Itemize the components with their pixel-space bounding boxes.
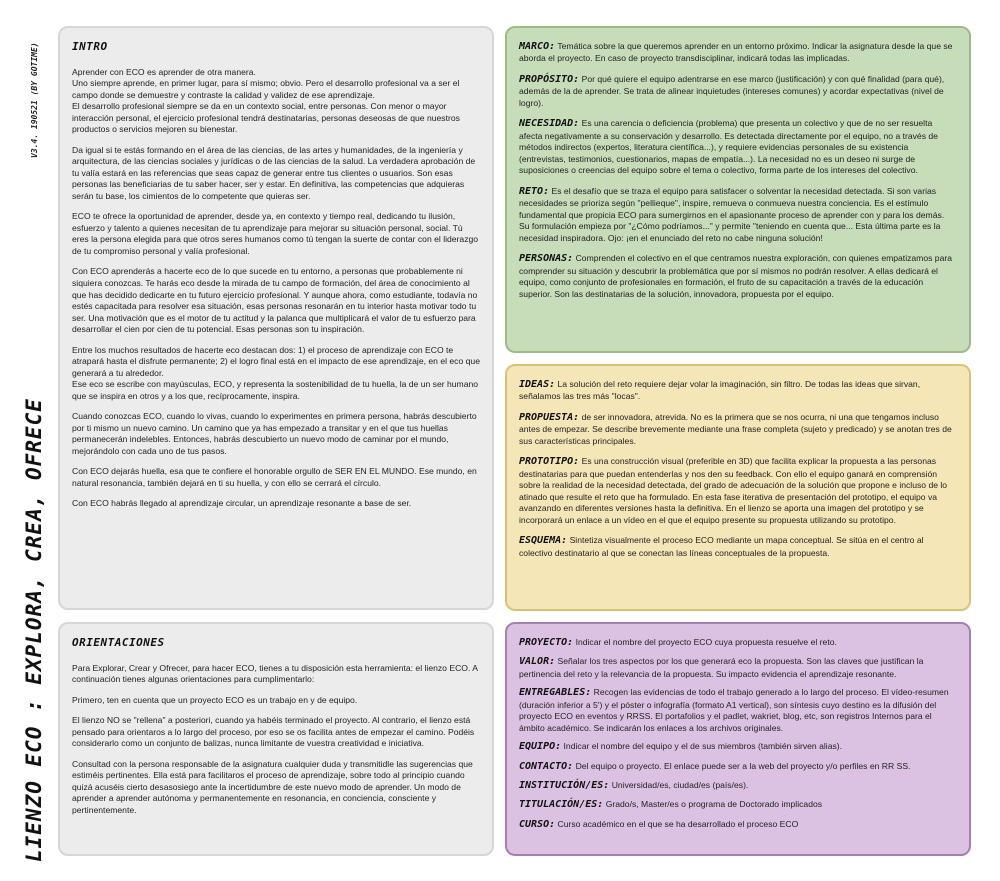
entry-label: PROYECTO:	[519, 637, 574, 648]
entry-label: ENTREGABLES:	[519, 687, 592, 699]
entry-text: La solución del reto requiere dejar volar la imaginación, sin filtro. De todas las ideas que sirvan, señalamos las tres más "locas".	[519, 379, 921, 402]
paragraph: ECO te ofrece la oportunidad de aprender, desde ya, en contexto y tiempo real, dedicando tu ilusión, esfuerzo y talento a quienes necesitan de tu aprendizaje para mejorar su situación personal, social. Tú eres la persona elegida para que otros seres humanos como tú tengan la suerte de contar con el liderazgo de tu compromiso personal y valía profesional.	[72, 211, 479, 256]
entry-text: Es una carencia o deficiencia (problema) que presenta un colectivo y que de no ser resuelta afecta negativamente a su conservación y desarrollo. Es detectada directamente por el equipo, no a través de métodos indirectos (expertos, literatura científica...), y requiere evidencias personales de su existencia (entrevistas, testimonios, cuestionarios, mapas de empatía...). La necesidad no es un deseo ni surge de suposiciones o creencias del equipo sobre el tema o colectivo, forma parte de los intereses del colectivo.	[519, 118, 938, 176]
paragraph: Primero, ten en cuenta que un proyecto ECO es un trabajo en y de equipo.	[72, 694, 358, 705]
paragraph: Aprender con ECO es aprender de otra manera. Uno siempre aprende, en primer lugar, para sí mismo; obvio. Pero el desarrollo profesional va a ser el campo donde se demuestre y contraste la calidad y validez de ese aprendizaje. El desarrollo profesional siempre se da en un contexto social, entre personas. Con menor o mayor interacción personal, el ejercicio profesional tendrá destinatarias, personas deseosas de que nuestros productos o servicios mejoren su bienestar.	[72, 66, 460, 135]
orientaciones-body	[72, 663, 480, 817]
solution-panel	[505, 364, 971, 611]
intro-panel	[58, 26, 494, 610]
entry-text: Indicar el nombre del proyecto ECO cuya propuesta resuelve el reto.	[575, 637, 837, 647]
canvas-entry	[519, 655, 957, 680]
canvas-entry	[519, 686, 957, 734]
entry-text: Grado/s, Master/es o programa de Doctorado implicados	[605, 799, 823, 810]
entry-text: Temática sobre la que queremos aprender en un entorno próximo. Indicar la asignatura desde la que se aborda el proyecto. En caso de proyecto transdisciplinar, indicará todas las implicadas.	[519, 41, 953, 64]
paragraph: Con ECO habrás llegado al aprendizaje circular, un aprendizaje resonante a base de ser.	[72, 498, 412, 509]
entry-label: MARCO:	[519, 41, 556, 52]
version-label: V3.4. 190521 (BY GOTIME)	[30, 42, 39, 158]
paragraph: El lienzo NO se "rellena" a posteriori, cuando ya habéis terminado el proyecto. Al contrario, el lienzo está pensado para orientaros a lo largo del proceso, por eso se os facilita antes de empezar el camino. Podéis considerarlo como un conjunto de balizas, nunca limitante de vuestra creatividad e iniciativa.	[72, 715, 475, 749]
entry-label: CONTACTO:	[519, 760, 574, 772]
entry-text: Sintetiza visualmente el proceso ECO mediante un mapa conceptual. Se sitúa en el centro al colectivo destinatario al que se conectan las líneas conceptuales de la propuesta.	[519, 535, 924, 558]
entry-text: Es una construcción visual (preferible en 3D) que facilita explicar la propuesta a las personas destinatarias para que puedan entenderlas y nos den su feedback. Con ello el equipo ganará en comprensión sobre la realidad de la necesidad detectada, del grado de adecuación de la solución que propone e incluso de lo atinado que resulte el reto que ha formulado. En esta fase iterativa de presentación del prototipo, el equipo va avanzando en diferentes versiones hasta la definitiva. En el lienzo se aporta una imagen del prototipo y se incorporará un enlace a un vídeo en el que el equipo presente su propuesta utilizando su prototipo.	[519, 456, 948, 525]
entry-label: VALOR:	[519, 656, 556, 668]
entry-text: Es el desafío que se traza el equipo para satisfacer o solventar la necesidad detectada. Si son varias necesidades se prioriza según "pellieque", inspire, remueva o conmueva nuestra conciencia. Es el estímulo fundamental que propicia ECO para sumergirnos en el apasionante proceso de aprender con y para los demás. Su formulación empieza por "¿Cómo podríamos..." y permite "teniendo en cuenta que... Esta última parte es la necesidad inspiradora. Ojo: ¡en el enunciado del reto no cabe ninguna solución!	[519, 185, 945, 243]
paragraph: Para Explorar, Crear y Ofrecer, para hacer ECO, tienes a tu disposición esta herramienta: el lienzo ECO. A continuación tienes algunas orientaciones para cumplimentarlo:	[72, 662, 478, 685]
canvas-entry	[519, 185, 957, 244]
entry-label: EQUIPO:	[519, 741, 562, 753]
paragraph: Con ECO aprenderás a hacerte eco de lo que sucede en tu entorno, a personas que probablemente ni siquiera conozcas. Te harás eco desde la mirada de tu campo de formación, del área de conocimiento al que has decidido dedicarte en tu futuro ejercicio profesional. Y aunque ahora, como estudiante, todavía no estés capacitada para resolver esa situación, esas personas resonarán en tu interior hasta motivar todo tu ser. Una motivación que es el motor de tu actitud y la palanca que multiplicará el valor de tu esfuerzo para desarrollar el cien por cien de tu potencial. Esas personas son tu inspiración.	[72, 266, 478, 335]
canvas-entry	[519, 411, 957, 447]
canvas-entry	[519, 378, 957, 403]
entry-text: Comprenden el colectivo en el que centramos nuestra exploración, con quienes empatizamos para comprender su situación y descubrir la problemática que por sí mismos no podrán resolver. A ellas dedicará el equipo, como conjunto de profesionales en formación, el fruto de su capacitación a través de la educación superior. Son las destinatarias de la solución, innovadora, propuesta por el equipo.	[519, 253, 953, 299]
orientaciones-panel	[58, 622, 494, 856]
paragraph: Cuando conozcas ECO, cuando lo vivas, cuando lo experimentes en primera persona, habrás descubierto por ti mismo un nuevo camino. Un camino que ya has empezado a transitar y en el que tus huellas permanecerán indelebles. Entonces, habrás descubierto un nuevo modo de caminar por el mundo, mejorándolo con cada uno de tus pasos.	[72, 411, 477, 456]
canvas-entry	[519, 760, 957, 773]
entry-text: Curso académico en el que se ha desarrollado el proceso ECO	[557, 818, 799, 829]
paragraph: Entre los muchos resultados de hacerte eco destacan dos: 1) el proceso de aprendizaje con ECO te atrapará hasta el disfrute permanente; 2) el logro final está en el impacto de ese aprendizaje, en el eco que generará a tu alrededor. Ese eco se escribe con mayúsculas, ECO, y representa la sostenibilidad de tu huella, la de un ser humano que se inspira en otros y a los que, recíprocamente, inspira.	[72, 344, 480, 401]
context-panel	[505, 26, 971, 353]
intro-heading: INTRO	[72, 40, 108, 53]
canvas-entry	[519, 636, 957, 649]
intro-body	[72, 67, 480, 510]
project-entries	[519, 636, 957, 831]
entry-label: CURSO:	[519, 818, 556, 830]
canvas-entry	[519, 779, 957, 792]
entry-label: IDEAS:	[519, 379, 556, 390]
context-entries	[519, 40, 957, 300]
entry-label: PROPUESTA:	[519, 411, 580, 423]
entry-label: ESQUEMA:	[519, 535, 568, 547]
orientaciones-heading: ORIENTACIONES	[72, 636, 165, 649]
entry-label: RETO:	[519, 185, 550, 197]
entry-label: NECESIDAD:	[519, 118, 580, 130]
canvas-entry	[519, 740, 957, 753]
entry-label: INSTITUCIÓN/ES:	[519, 780, 610, 792]
entry-text: de ser innovadora, atrevida. No es la primera que se nos ocurra, ni una que tengamos incluso antes de empezar. Se describe brevemente mediante una frase completa (sujeto y predicado) y se anotan tres de sus características principales.	[519, 411, 952, 446]
project-panel	[505, 622, 971, 856]
paragraph: Con ECO dejarás huella, esa que te confiere el honorable orgullo de SER EN EL MUNDO. Ese mundo, en natural resonancia, también dejará en ti su huella, y con ello se cerrará el círculo.	[72, 466, 477, 488]
paragraph: Consultad con la persona responsable de la asignatura cualquier duda y transmitidle las sugerencias que estiméis pertinentes. Ella está para facilitaros el proceso de aprendizaje, sobre todo al principio cuando quizá acuséis cierto desasosiego ante la incertidumbre de este nuevo modo de aprender. Un modo de aprender a aprender autónoma y permanentemente en resonancia, en conciencia, consciente y pertinentemente.	[72, 758, 473, 815]
canvas-entry	[519, 40, 957, 65]
canvas-entry	[519, 252, 957, 300]
entry-label: PROPÓSITO:	[519, 73, 580, 85]
solution-entries	[519, 378, 957, 559]
entry-text: Indicar el nombre del equipo y el de sus miembros (también sirven alias).	[563, 741, 843, 752]
entry-text: Universidad/es, ciudad/es (país/es).	[611, 780, 749, 791]
entry-text: Recogen las evidencias de todo el trabajo generado a lo largo del proceso. El vídeo-resumen (duración inferior a 5') y el póster o infografía (formato A1 vertical), son síntesis cuyo destino es la difusión del proyecto ECO en eventos y RRSS. El portafolios y el padlet, wakriet, blog, etc, son registros Internos para el ámbito académico. Se indicarán los enlaces a los archivos originales.	[519, 687, 949, 733]
entry-text: Del equipo o proyecto. El enlace puede ser a la web del proyecto y/o perfiles en RR SS.	[575, 760, 911, 771]
canvas-entry	[519, 117, 957, 176]
entry-text: Señalar los tres aspectos por los que generará eco la propuesta. Son las claves que justifican la pertinencia del reto y la relevancia de la propuesta. Su impacto evidencia el aprendizaje resonante.	[519, 656, 924, 679]
canvas-entry	[519, 798, 957, 811]
canvas-entry	[519, 73, 957, 109]
entry-label: PERSONAS:	[519, 253, 574, 265]
canvas-entry	[519, 455, 957, 526]
entry-text: Por qué quiere el equipo adentrarse en ese marco (justificación) y con qué finalidad (para qué), además de la de aprender. Se trata de alinear inquietudes (intereses comunes) y acordar expectativas (nivel de logro).	[519, 73, 945, 108]
entry-label: TITULACIÓN/ES:	[519, 799, 604, 811]
entry-label: PROTOTIPO:	[519, 456, 580, 468]
paragraph: Da igual si te estás formando en el área de las ciencias, de las artes y humanidades, de la ingeniería y arquitectura, de las ciencias sociales y jurídicas o de las ciencias de la salud. La verdadera aprobación de tu valía estará en las referencias que seas capaz de generar entre tus clientes o usuarios. Son esas personas las beneficiarias de tu saber hacer, ser y estar. En definitiva, las competencias que adquieras serán tu base, los cimientos de lo competente que quieras ser.	[72, 144, 476, 201]
canvas-title: LIENZO ECO : EXPLORA, CREA, OFRECE	[22, 398, 46, 862]
canvas-entry	[519, 818, 957, 831]
canvas-entry	[519, 534, 957, 559]
